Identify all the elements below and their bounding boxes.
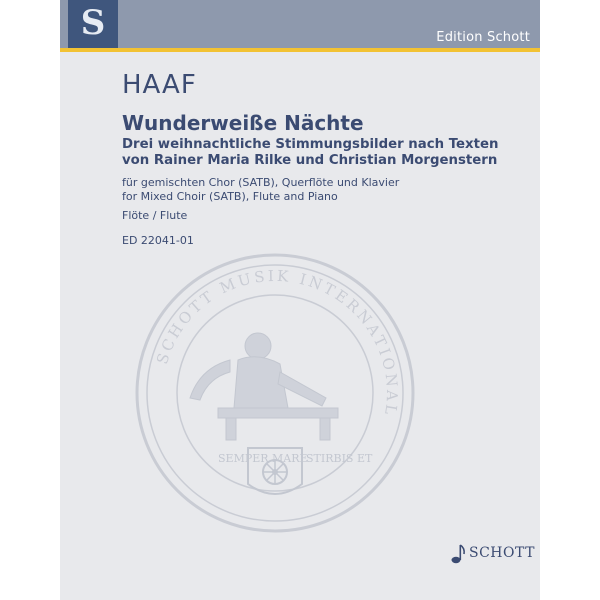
schott-seal-watermark-icon: [130, 248, 420, 538]
svg-text:SEMPER MARE: SEMPER MARE: [218, 452, 308, 465]
part-label: Flöte / Flute: [122, 209, 188, 222]
instrumentation-english: for Mixed Choir (SATB), Flute and Piano: [122, 190, 338, 203]
work-title: Wunderweiße Nächte: [122, 111, 364, 135]
instrumentation-german: für gemischten Chor (SATB), Querflöte und Klavier: [122, 176, 400, 189]
edition-label: Edition Schott: [436, 30, 530, 45]
edition-number: ED 22041-01: [122, 234, 194, 247]
subtitle-line-1: Drei weihnachtliche Stimmungsbilder nach Texten: [122, 137, 499, 152]
schott-s-logo-icon: S: [80, 3, 106, 43]
subtitle-line-2: von Rainer Maria Rilke und Christian Morgenstern: [122, 153, 498, 168]
note-icon: [451, 543, 467, 565]
svg-text:STIRBIS ET: STIRBIS ET: [306, 452, 373, 465]
score-cover: [60, 0, 540, 600]
composer-name: HAAF: [122, 70, 197, 100]
publisher-logo: [451, 543, 535, 567]
accent-line: [60, 48, 540, 52]
publisher-name: SCHOTT: [469, 545, 535, 561]
svg-text:SCHOTT MUSIK INTERNATIONAL: SCHOTT MUSIK INTERNATIONAL: [152, 266, 402, 419]
